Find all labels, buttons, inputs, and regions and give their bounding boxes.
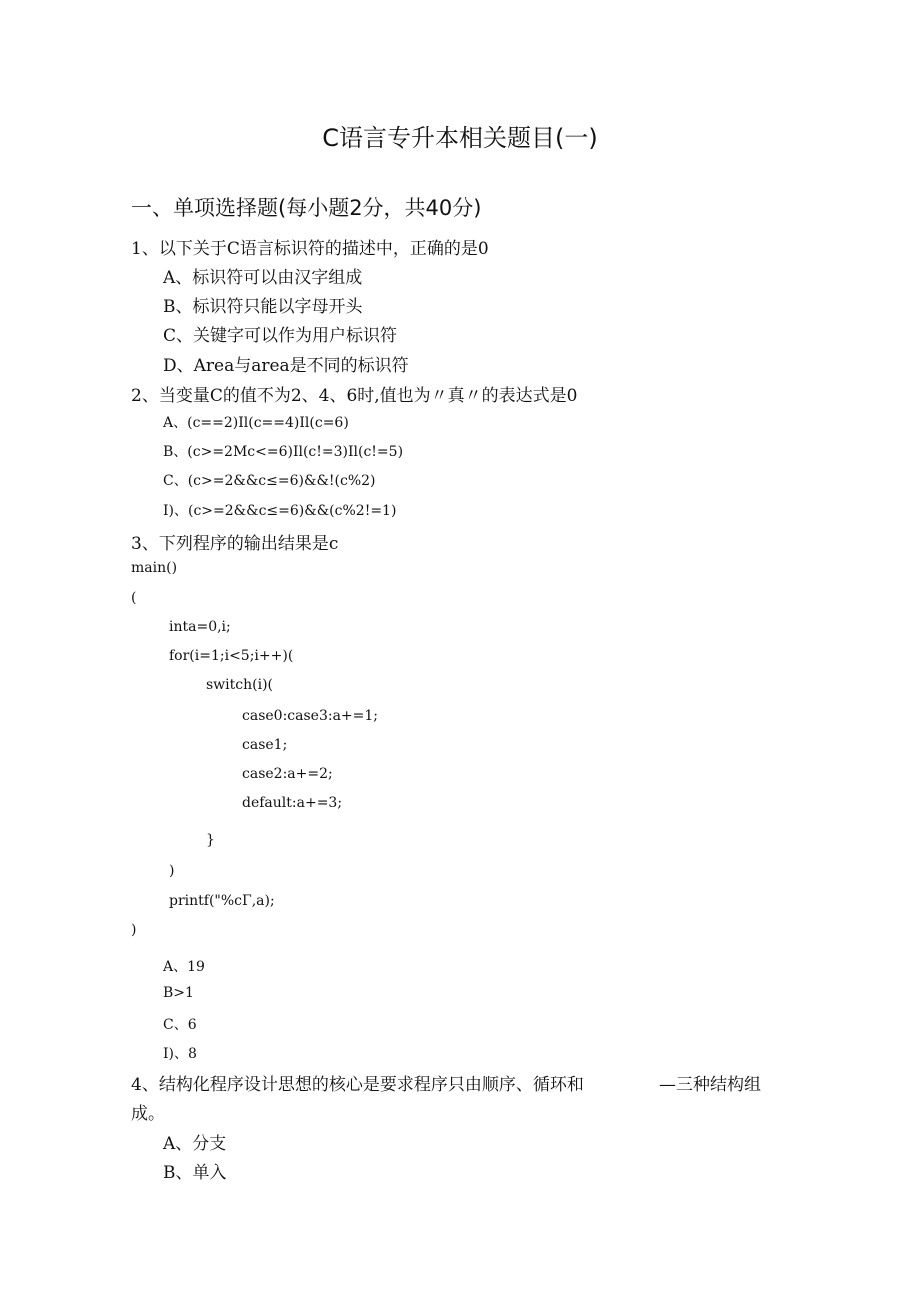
question-2-stem: 2、当变量C的值不为2、4、6时,值也为〃真〃的表达式是0 <box>131 386 578 406</box>
question-1-stem: 1、以下关于C语言标识符的描述中，正确的是0 <box>131 239 489 259</box>
question-4-stem-continued: 成。 <box>131 1104 165 1124</box>
question-4-blank-text: —三种结构组 <box>659 1075 761 1095</box>
page-title: C语言专升本相关题目(一) <box>322 124 598 152</box>
question-2-option-d: I)、(c>=2&&c≤=6)&&(c%2!=1) <box>163 503 397 519</box>
code-line: case1; <box>242 737 288 753</box>
question-3-stem: 3、下列程序的输出结果是c <box>131 534 339 554</box>
code-line: printf("%cΓ,a); <box>169 893 275 909</box>
question-3-option-c: C、6 <box>163 1017 197 1033</box>
question-1-option-b: B、标识符只能以字母开头 <box>163 297 363 317</box>
code-line: main() <box>131 560 178 576</box>
code-line: } <box>206 832 215 848</box>
question-3-option-b: B>1 <box>163 985 194 1001</box>
question-3-option-a: A、19 <box>163 959 205 975</box>
section-heading: 一、单项选择题(每小题2分，共40分) <box>131 196 482 220</box>
code-line: case2:a+=2; <box>242 766 333 782</box>
question-2-option-c: C、(c>=2&&c≤=6)&&!(c%2) <box>163 473 376 489</box>
code-line: default:a+=3; <box>242 795 343 811</box>
code-line: ( <box>131 590 137 606</box>
question-4-option-a: A、分支 <box>163 1134 227 1154</box>
question-1-option-d: D、Area与area是不同的标识符 <box>163 356 409 376</box>
code-line: ) <box>169 863 175 879</box>
code-line: inta=0,i; <box>169 619 231 635</box>
question-4-option-b: B、单入 <box>163 1163 227 1183</box>
question-3-option-d: I)、8 <box>163 1046 197 1062</box>
question-2-option-b: B、(c>=2Mc<=6)Il(c!=3)Il(c!=5) <box>163 444 404 460</box>
question-2-option-a: A、(c==2)Il(c==4)Il(c=6) <box>163 415 349 431</box>
code-line: ) <box>131 922 137 938</box>
question-1-option-c: C、关键字可以作为用户标识符 <box>163 326 398 346</box>
code-line: case0:case3:a+=1; <box>242 708 378 724</box>
code-line: switch(i)( <box>206 677 273 693</box>
question-1-option-a: A、标识符可以由汉字组成 <box>163 268 363 288</box>
question-4-stem: 4、结构化程序设计思想的核心是要求程序只由顺序、循环和 <box>131 1075 584 1095</box>
code-line: for(i=1;i<5;i++)( <box>169 648 294 664</box>
